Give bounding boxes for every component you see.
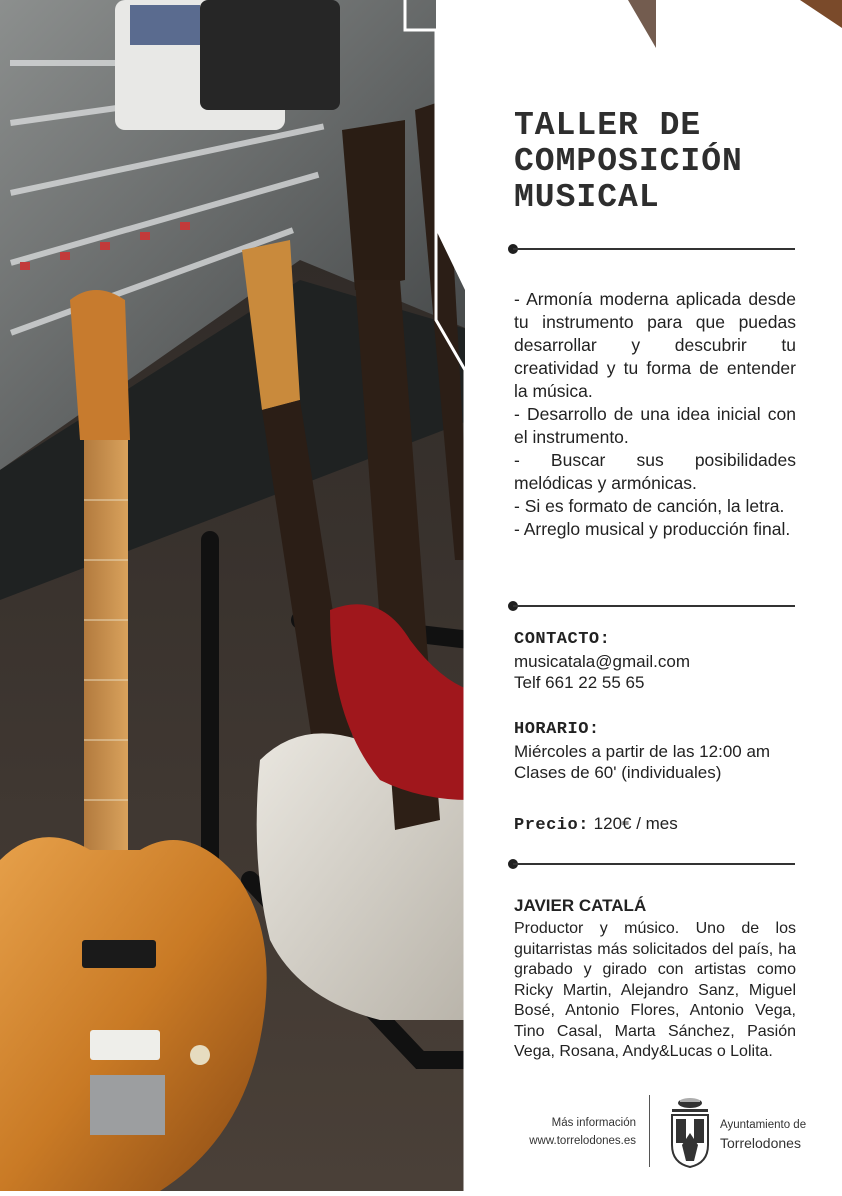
schedule-day: Miércoles a partir de las 12:00 am — [514, 742, 771, 761]
contact-label: CONTACTO: — [514, 630, 611, 649]
schedule-label: HORARIO: — [514, 720, 600, 739]
teacher-name: JAVIER CATALÁ — [514, 896, 647, 915]
contact-section — [514, 630, 804, 693]
title-line: TALLER DE — [514, 107, 702, 144]
org-line-2: Torrelodones — [720, 1135, 801, 1151]
topic-item: - Desarrollo de una idea inicial con el instrumento. — [514, 404, 796, 447]
workshop-topics — [514, 288, 796, 541]
title-line: MUSICAL — [514, 179, 660, 216]
price-section — [514, 813, 804, 836]
footer-divider — [649, 1095, 650, 1167]
more-info-label: Más información — [551, 1117, 636, 1129]
town-crest-icon — [668, 1095, 712, 1169]
topic-item: - Armonía moderna aplicada desde tu instrumento para que puedas desarrollar y descubrir tu creatividad y tu forma de entender la música. — [514, 289, 796, 401]
contact-phone: Telf 661 22 55 65 — [514, 673, 645, 692]
page-title — [514, 108, 814, 216]
topic-item: - Si es formato de canción, la letra. — [514, 496, 785, 516]
topic-item: - Buscar sus posibilidades melódicas y armónicas. — [514, 450, 796, 493]
org-line-1: Ayuntamiento de — [720, 1119, 807, 1131]
organization-name — [720, 1116, 830, 1152]
teacher-bio — [514, 896, 796, 1063]
website-link[interactable]: www.torrelodones.es — [529, 1135, 636, 1147]
schedule-duration: Clases de 60' (individuales) — [514, 763, 722, 782]
title-line: COMPOSICIÓN — [514, 143, 743, 180]
section-divider — [508, 859, 795, 869]
more-info — [470, 1114, 636, 1150]
price-label: Precio: — [514, 816, 589, 835]
contact-email[interactable]: musicatala@gmail.com — [514, 652, 690, 671]
section-divider — [508, 601, 795, 611]
price-value: 120€ / mes — [593, 814, 678, 833]
teacher-description: Productor y músico. Uno de los guitarristas más solicitados del país, ha grabado y girado con artistas como Ricky Martin, Alejandro Sanz, Miguel Bosé, Antonio Flores, Antonio Vega, Tino Casal, Marta Sánchez, Pasión Vega, Rosana, Andy&Lucas o Lolita. — [514, 920, 796, 1060]
topic-item: - Arreglo musical y producción final. — [514, 519, 791, 539]
section-divider — [508, 244, 795, 254]
schedule-section — [514, 720, 804, 783]
